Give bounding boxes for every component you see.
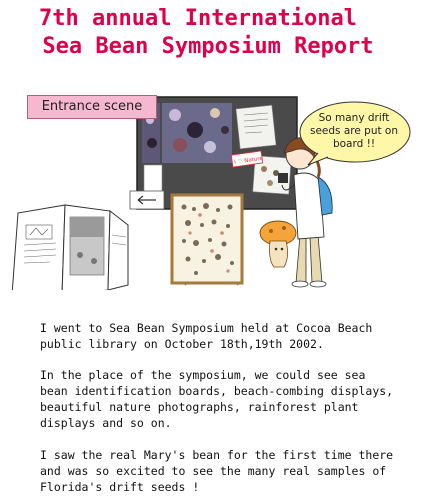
mushroom-character bbox=[260, 221, 296, 267]
speech-bubble-text: So many drift seeds are put on board !! bbox=[309, 112, 399, 150]
paragraph-displays: In the place of the symposium, we could see sea bean identification boards, beach-combing displays, beautiful nature photographs, rainforest plant displays and so on. bbox=[40, 368, 394, 430]
paragraph-marys-bean: I saw the real Mary's bean for the first time there and was so excited to see the many real samples of Florida's drift seeds ! bbox=[40, 448, 394, 494]
report-title-line-2: Sea Bean Symposium Report bbox=[42, 34, 374, 59]
report-title-line-1: 7th annual International bbox=[39, 6, 357, 31]
seed-identification-board bbox=[172, 195, 242, 285]
nature-tag-text: I ♡ Nature bbox=[233, 155, 264, 166]
paragraph-symposium-visit: I went to Sea Bean Symposium held at Cocoa Beach public library on October 18th,19th 2002. bbox=[40, 321, 373, 351]
scene-label: Entrance scene bbox=[27, 95, 157, 119]
display-panels bbox=[12, 205, 128, 290]
